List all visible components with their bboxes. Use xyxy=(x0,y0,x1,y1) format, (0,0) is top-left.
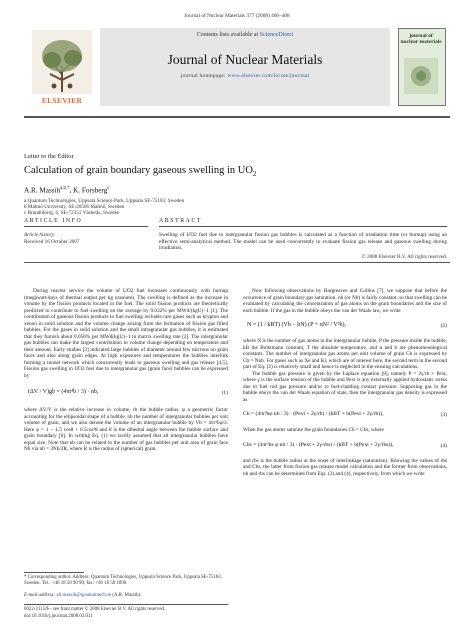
corresponding-author-footnote: * Corresponding author. Address: Quantum Technologies, Uppsala Science Park, Uppsala SE-75183, Sweden. Tel.: +46 18 50 90 90; fax: +46 18 50 1890. xyxy=(24,575,222,586)
abstract-text: Swelling of UO2 fuel due to intergranular fission gas bubbles is calculated as a function of irradiation time (or burnup) using an effective semi-analytical method. The model can be used concurrently to evaluate fission gas release and gaseous swelling during irradiation. xyxy=(159,232,447,251)
equation-3: Cb = (4πr³bφ nb / 3) · (Pext + 2γ/rb) / (kBT + b(Pext + 2γ/rb)), xyxy=(243,411,384,417)
right-column xyxy=(243,288,447,477)
title-subscript: 2 xyxy=(252,170,257,179)
interlinkage-paragraph: and rbs is the bubble radius at the onset of interlinkage (saturation). Knowing the values of rbs and Cbs, the latter from fission gas release model calculation and the former from observations, nb and rbs can be determined from Eqs. (3) and (4), respectively, from which we write xyxy=(243,457,447,477)
affiliation-b: b Malmö University, SE-20506 Malmö, Sweden xyxy=(24,204,125,210)
abstract-copyright: © 2008 Elsevier B.V. All rights reserved. xyxy=(361,254,447,260)
article-info-heading: ARTICLE INFO xyxy=(24,218,83,224)
equation-2: N = (1 / kBT) (Vb − bN) (P + αN² / V²b), xyxy=(247,322,347,328)
email-label: E-mail address: xyxy=(24,593,57,598)
affiliation-c: c Brandtdörrg, 6, SE-72351 Västerås, Sweden xyxy=(24,210,120,216)
running-head: Journal of Nuclear Materials 377 (2008) 406–408 xyxy=(184,13,290,19)
sciencedirect-link[interactable]: ScienceDirect xyxy=(259,32,294,38)
equation-1: (ΔV / V)gb = (4πr³b / 3) · nb, xyxy=(28,389,99,395)
saturation-paragraph: When the gas atoms saturate the grain boundaries Cb = Cbs, where xyxy=(243,427,384,433)
equation-4-block xyxy=(243,438,447,454)
cover-title: journal of nuclear materials xyxy=(400,33,442,45)
article-info-rule xyxy=(24,226,148,227)
contents-prefix: Contents lists available at xyxy=(196,32,260,38)
author-2[interactable]: , K. Forsberg xyxy=(69,186,108,195)
homepage-prefix: journal homepage: xyxy=(180,73,228,79)
journal-homepage xyxy=(100,73,390,79)
title-text: Calculation of grain boundary gaseous swelling in UO xyxy=(24,165,253,176)
section-label: Letter to the Editor xyxy=(24,153,74,160)
email-suffix: (A.R. Massih). xyxy=(111,593,142,598)
equation-1-block xyxy=(24,384,228,402)
affiliation-a: a Quantum Technologies, Uppsala Science Park, Uppsala SE-75183, Sweden xyxy=(24,198,185,204)
equation-2-number: (2) xyxy=(440,323,447,329)
doi-line[interactable]: doi:10.1016/j.jnucmat.2008.03.011 xyxy=(24,614,93,619)
issn-rule xyxy=(24,604,228,605)
equation-3-number: (3) xyxy=(440,412,447,418)
contents-line xyxy=(100,32,390,38)
equation-1-number: (1) xyxy=(221,390,228,396)
masthead-bottom-rule xyxy=(24,116,450,118)
equation-3-block xyxy=(243,407,447,423)
equation-2-block xyxy=(243,318,447,334)
received-date: Received 16 October 2007 xyxy=(24,239,80,245)
author-1[interactable]: A.R. Massih xyxy=(24,186,61,195)
article-title xyxy=(24,165,256,178)
left-column xyxy=(24,288,228,453)
author-2-sup: c xyxy=(107,186,110,191)
author-1-sup: a,b,* xyxy=(60,186,70,191)
abstract-rule xyxy=(159,226,447,227)
issn-line: 0022-3115/$ - see front matter © 2008 Elsevier B.V. All rights reserved. xyxy=(24,607,166,612)
journal-title: Journal of Nuclear Materials xyxy=(167,52,323,67)
footnote-rule xyxy=(24,572,84,573)
email-link[interactable]: ali.massih@quantumtech.se xyxy=(56,593,112,598)
cover-illustration xyxy=(402,56,440,96)
laplace-paragraph: The bubble gas pressure is given by the Laplace equation [8], namely P = 2γ/rb + Pext, where γ is the surface tension of the bubble and Pext is any externally applied hydrostatic stress due to fuel rod gas pressure and/or to fuel-cladding contact pressure. Supposing gas in the bubble obeys the van der Waals equation of state, then the intergranular gas density is expressed as xyxy=(243,370,447,403)
van-der-waals-paragraph: Now following observations by Hargreaves and Collins [7], we suppose that before the occurrence of grain boundary gas saturation, nb (or Nb) is fairly constant, so that swelling can be evaluated by calculating the concentration of gas atoms on the grain boundaries and the size of each bubble. If the gas in the bubble obeys the van der Waals law, we write xyxy=(243,288,447,314)
email-footnote xyxy=(24,593,228,599)
equation-4-number: (4) xyxy=(440,442,447,449)
article-history-label: Article history: xyxy=(24,232,56,238)
abstract-heading: ABSTRACT xyxy=(159,218,203,224)
homepage-link[interactable]: www.elsevier.com/locate/jnucmat xyxy=(227,73,310,79)
abstract-bottom-rule xyxy=(24,262,450,263)
gas-atoms-paragraph: where N is the number of gas atoms in the intergranular bubble, P the pressure inside the bubble, kB the Boltzmann constant, T the absolute temperature, and α and b are phenomenological constants. The number of intergranular gas atoms per unit volume of grain Cb is expressed by Cb = Nnb. For gases such as Xe and Kr, which are of interest here, the second term in the second part of Eq. (2) is relatively small and hence is neglected in the ensuing calculations. xyxy=(243,338,447,370)
publisher-name: ELSEVIER xyxy=(41,96,83,105)
author-list xyxy=(24,186,109,194)
equation-4: Cbs = (4πr³bs φ nb / 3) · (Pext + 2γ/rbs) / (kBT + b(Pext + 2γ/rbs)), xyxy=(243,441,394,448)
swelling-definition-paragraph: where ΔV/V is the relative increase in volume, rb the bubble radius, φ a geometric factor accounting for the ellipsoidal shape of a bubble, nb the number of intergranular bubbles per unit volume of grain, and we also denote the volume of an intergranular bubble by Vb = 4πr³bφ/3. Here φ = 1 − 1.5 cosθ + 0.5cos³θ and θ is the dihedral angle between the bubble surface and grain boundary [6]. In writing Eq. (1) we tacitly assumed that all intergranular bubbles have equal size. Note that nb can be related to the number of gas bubbles per unit area of grain face Nb via nb = 3Nb/2R, where R is the radius of (spherical) grain. xyxy=(24,407,228,452)
intro-paragraph: During reactor service the volume of UO2 fuel increases continuously with burnup (megawatt-days of thermal output per kg uranium). The swelling is defined as the increase in volume by the fission products located in the fuel. The solid fission products are theoretically predicted to contribute to fuel swelling on the average by 0.032% per MWd/(kgU)−1 [1]. The contribution of gaseous fission products to fuel swelling includes rare gases such as krypton and xenon in solid solution and the volume change arising from the formation of fission gas filled bubbles. For the gases in solid solution and the small intragranular gas bubbles, it is estimated that they furnish about 0.056% per MWd(kgU)−1 to matrix swelling rate [2]. The intergranular gas bubbles can make the largest contribution to volume change depending on temperature and their amount. Early studies [3] indicated large bubbles of diameter around few microns on grain faces and also along grain edges. At high exposures and temperatures the bubbles interlink forming a tunnel network which concurrently leads to gaseous swelling and gas release [4,5]. Fission gas swelling in UO2 fuel due to intergranular gas (grain face) bubbles can be expressed by xyxy=(24,288,228,379)
elsevier-tree-logo xyxy=(32,30,92,102)
